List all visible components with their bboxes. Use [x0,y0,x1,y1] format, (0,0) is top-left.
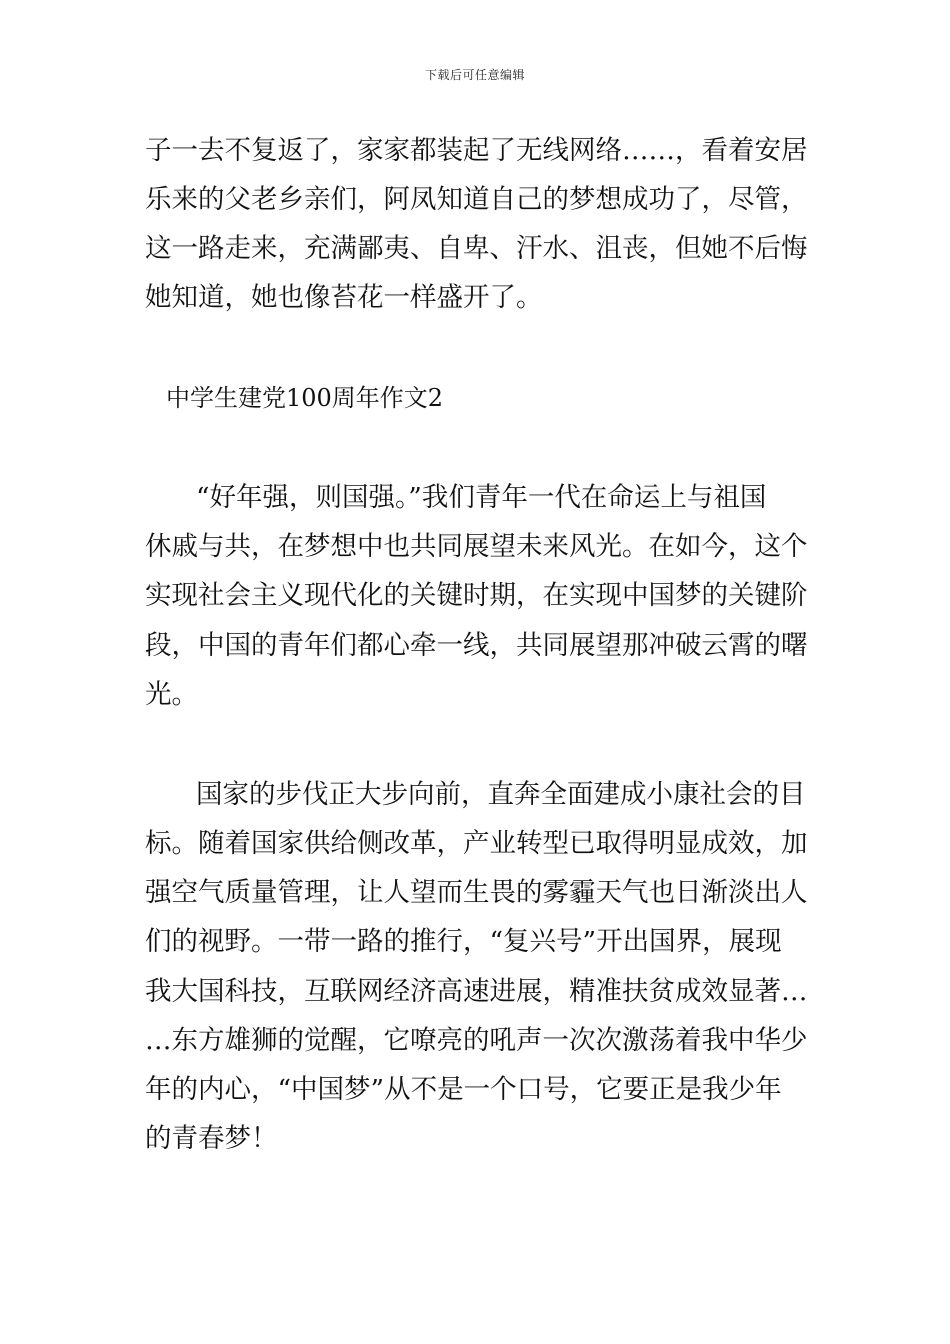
text-line: 的青春梦！ [145,1123,278,1154]
text-line: 她知道，她也像苔花一样盛开了。 [145,282,543,313]
text-line: 这一路走来，充满鄙夷、自卑、汗水、沮丧，但她不后悔 [145,233,808,264]
header-note: 下载后可任意编辑 [424,68,525,82]
text-line: 光。 [145,679,198,710]
text-line: 段，中国的青年们都心牵一线，共同展望那冲破云霄的曙 [145,630,808,661]
text-line: 休戚与共，在梦想中也共同展望未来风光。在如今，这个 [145,531,808,562]
text-line: “好年强，则国强。”我们青年一代在命运上与祖国 [196,482,767,513]
text-line: 实现社会主义现代化的关键时期，在实现中国梦的关键阶 [145,580,808,611]
section-heading: 中学生建党100周年作文2 [166,384,444,412]
text-line: 年的内心，“中国梦”从不是一个口号，它要正是我少年 [145,1074,782,1105]
text-line: 标。随着国家供给侧改革，产业转型已取得明显成效，加 [145,828,808,859]
text-line: 们的视野。一带一路的推行，“复兴号”开出国界，展现 [145,926,782,957]
text-line: 子一去不复返了，家家都装起了无线网络……，看着安居 [145,135,808,166]
text-line: 国家的步伐正大步向前，直奔全面建成小康社会的目 [196,779,806,810]
text-line: 乐来的父老乡亲们，阿凤知道自己的梦想成功了，尽管， [145,184,808,215]
text-line: 我大国科技，互联网经济高速进展，精准扶贫成效显著… [145,976,808,1007]
text-line: 强空气质量管理，让人望而生畏的雾霾天气也日渐淡出人 [145,877,808,908]
text-line: …东方雄狮的觉醒，它嘹亮的吼声一次次激荡着我中华少 [145,1025,808,1056]
